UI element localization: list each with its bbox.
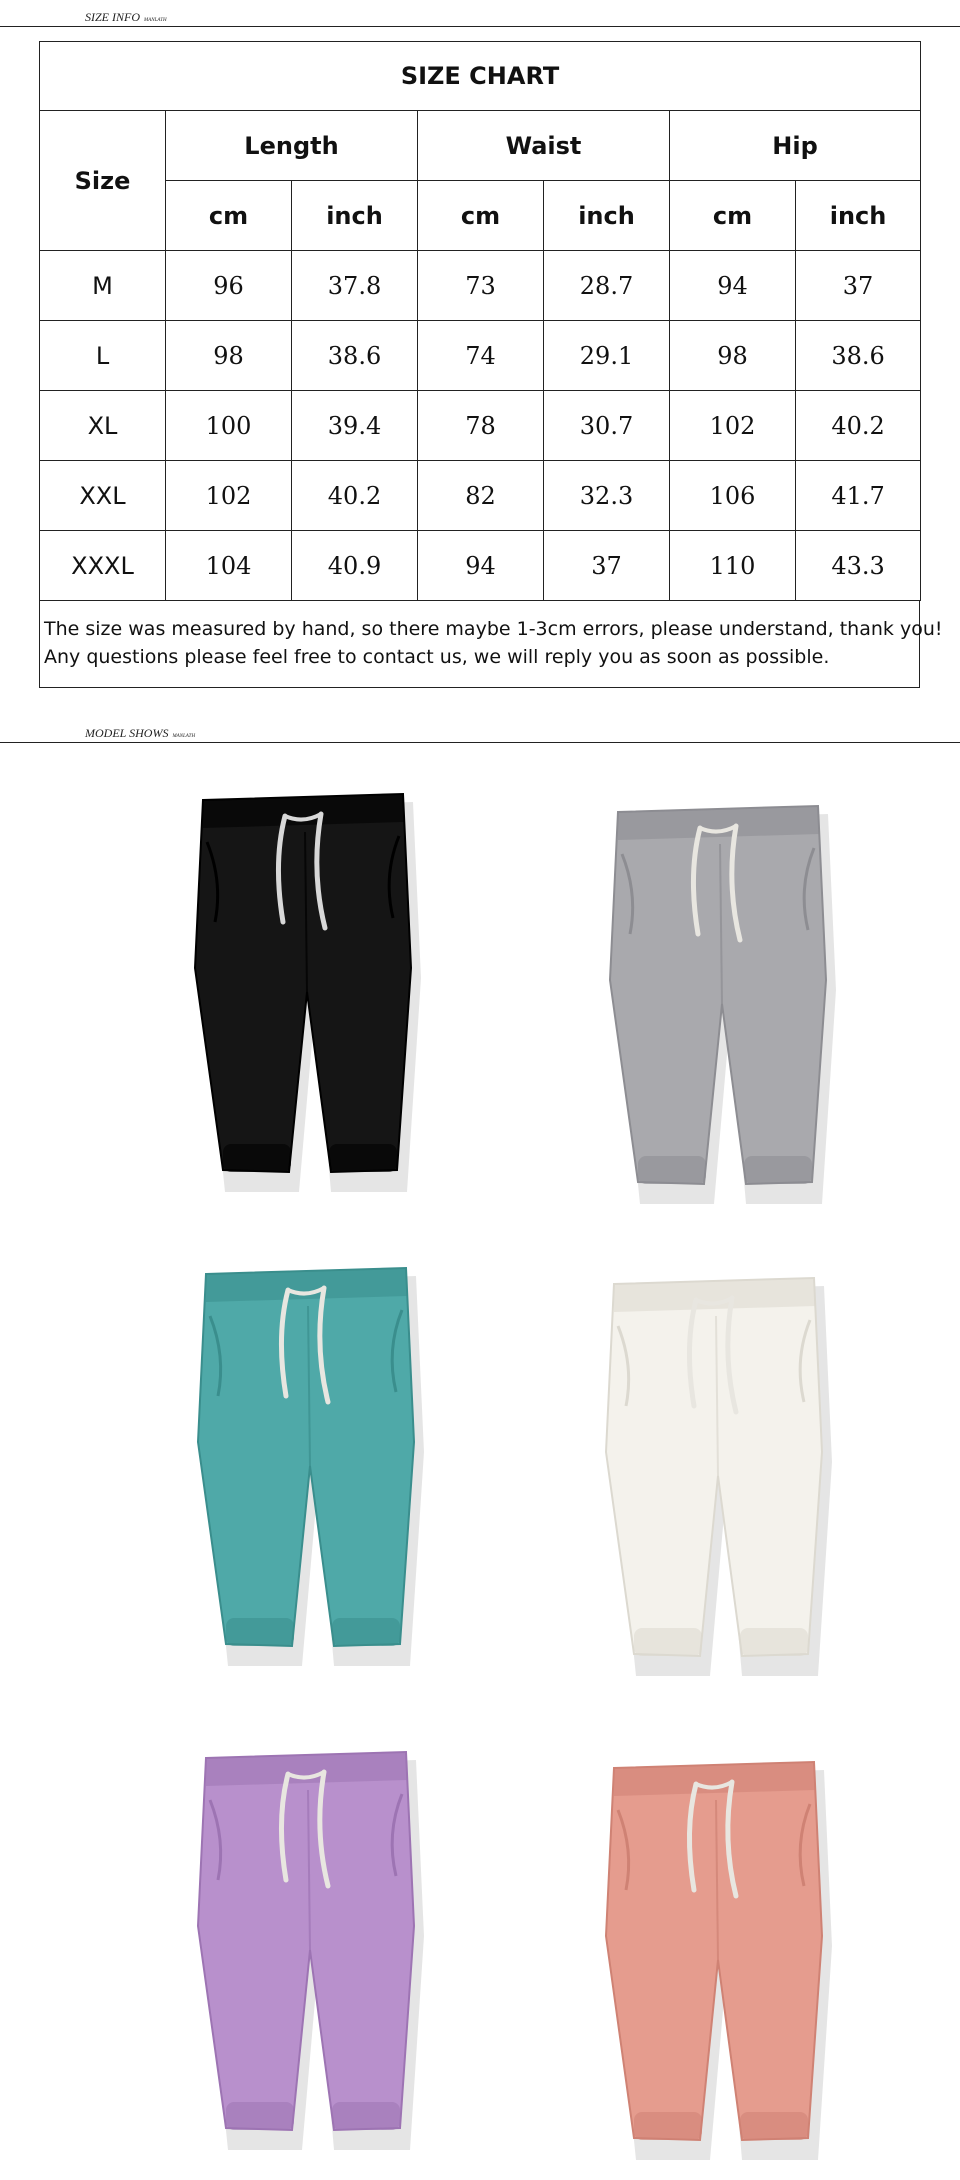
unit-header: inch (292, 181, 418, 251)
value-cell: 37 (544, 531, 670, 601)
pants-illustration (586, 1740, 846, 2180)
left-cuff (634, 2112, 702, 2140)
table-row (40, 321, 921, 391)
value-cell: 30.7 (544, 391, 670, 461)
right-cuff (744, 1156, 812, 1184)
unit-header: cm (670, 181, 796, 251)
size-chart (39, 41, 943, 687)
value-cell: 41.7 (796, 461, 921, 531)
value-cell: 39.4 (292, 391, 418, 461)
right-cuff (332, 1618, 400, 1646)
pants-illustration (175, 772, 435, 1212)
table-row (40, 251, 921, 321)
hip-header: Hip (670, 111, 921, 181)
value-cell: 102 (670, 391, 796, 461)
value-cell: 110 (670, 531, 796, 601)
pants-illustration (590, 784, 850, 1224)
value-cell: 37 (796, 251, 921, 321)
right-cuff (329, 1144, 397, 1172)
value-cell: 74 (418, 321, 544, 391)
length-header: Length (166, 111, 418, 181)
value-cell: 106 (670, 461, 796, 531)
left-cuff (638, 1156, 706, 1184)
product-photo-gray (590, 784, 850, 1224)
size-info-subtitle: MANLATH (144, 18, 167, 23)
value-cell: 100 (166, 391, 292, 461)
value-cell: 40.2 (292, 461, 418, 531)
value-cell: 38.6 (796, 321, 921, 391)
product-photo-lilac (178, 1730, 438, 2170)
left-cuff (226, 1618, 294, 1646)
unit-header: inch (544, 181, 670, 251)
table-row (40, 461, 921, 531)
unit-header: cm (166, 181, 292, 251)
product-photo-white (586, 1256, 846, 1696)
model-shows-header (0, 716, 960, 744)
value-cell: 28.7 (544, 251, 670, 321)
size-info-divider (0, 26, 960, 27)
size-cell: XXXL (40, 531, 166, 601)
value-cell: 104 (166, 531, 292, 601)
size-cell: XXL (40, 461, 166, 531)
value-cell: 40.9 (292, 531, 418, 601)
model-shows-subtitle: MANLATH (172, 734, 196, 739)
value-cell: 38.6 (292, 321, 418, 391)
right-cuff (740, 1628, 808, 1656)
size-info-title: SIZE INFO MANLATH (85, 10, 167, 24)
unit-header: inch (796, 181, 921, 251)
value-cell: 78 (418, 391, 544, 461)
waist-header: Waist (418, 111, 670, 181)
left-cuff (226, 2102, 294, 2130)
pants-illustration (178, 1730, 438, 2170)
table-row (40, 391, 921, 461)
size-cell: XL (40, 391, 166, 461)
size-cell: L (40, 321, 166, 391)
pants-illustration (586, 1256, 846, 1696)
value-cell: 40.2 (796, 391, 921, 461)
size-cell: M (40, 251, 166, 321)
value-cell: 98 (670, 321, 796, 391)
value-cell: 98 (166, 321, 292, 391)
product-photo-pink (586, 1740, 846, 2180)
value-cell: 32.3 (544, 461, 670, 531)
value-cell: 43.3 (796, 531, 921, 601)
value-cell: 73 (418, 251, 544, 321)
value-cell: 94 (670, 251, 796, 321)
size-chart-title: SIZE CHART (40, 42, 921, 111)
model-shows-title: MODEL SHOWS MANLATH (85, 726, 196, 740)
right-cuff (332, 2102, 400, 2130)
value-cell: 29.1 (544, 321, 670, 391)
product-photo-teal (178, 1246, 438, 1686)
table-row (40, 531, 921, 601)
value-cell: 94 (418, 531, 544, 601)
model-shows-divider (0, 742, 960, 743)
size-chart-table (39, 41, 921, 601)
note-line: The size was measured by hand, so there maybe 1-3cm errors, please understand, thank you! (44, 618, 943, 640)
value-cell: 96 (166, 251, 292, 321)
size-column-header: Size (40, 111, 166, 251)
note-line: Any questions please feel free to contact us, we will reply you as soon as possible. (44, 646, 830, 668)
left-cuff (223, 1144, 291, 1172)
size-info-header (0, 0, 960, 28)
right-cuff (740, 2112, 808, 2140)
pants-illustration (178, 1246, 438, 1686)
unit-header: cm (418, 181, 544, 251)
value-cell: 82 (418, 461, 544, 531)
value-cell: 37.8 (292, 251, 418, 321)
product-photo-black (175, 772, 435, 1212)
value-cell: 102 (166, 461, 292, 531)
measurement-note (39, 601, 943, 688)
left-cuff (634, 1628, 702, 1656)
